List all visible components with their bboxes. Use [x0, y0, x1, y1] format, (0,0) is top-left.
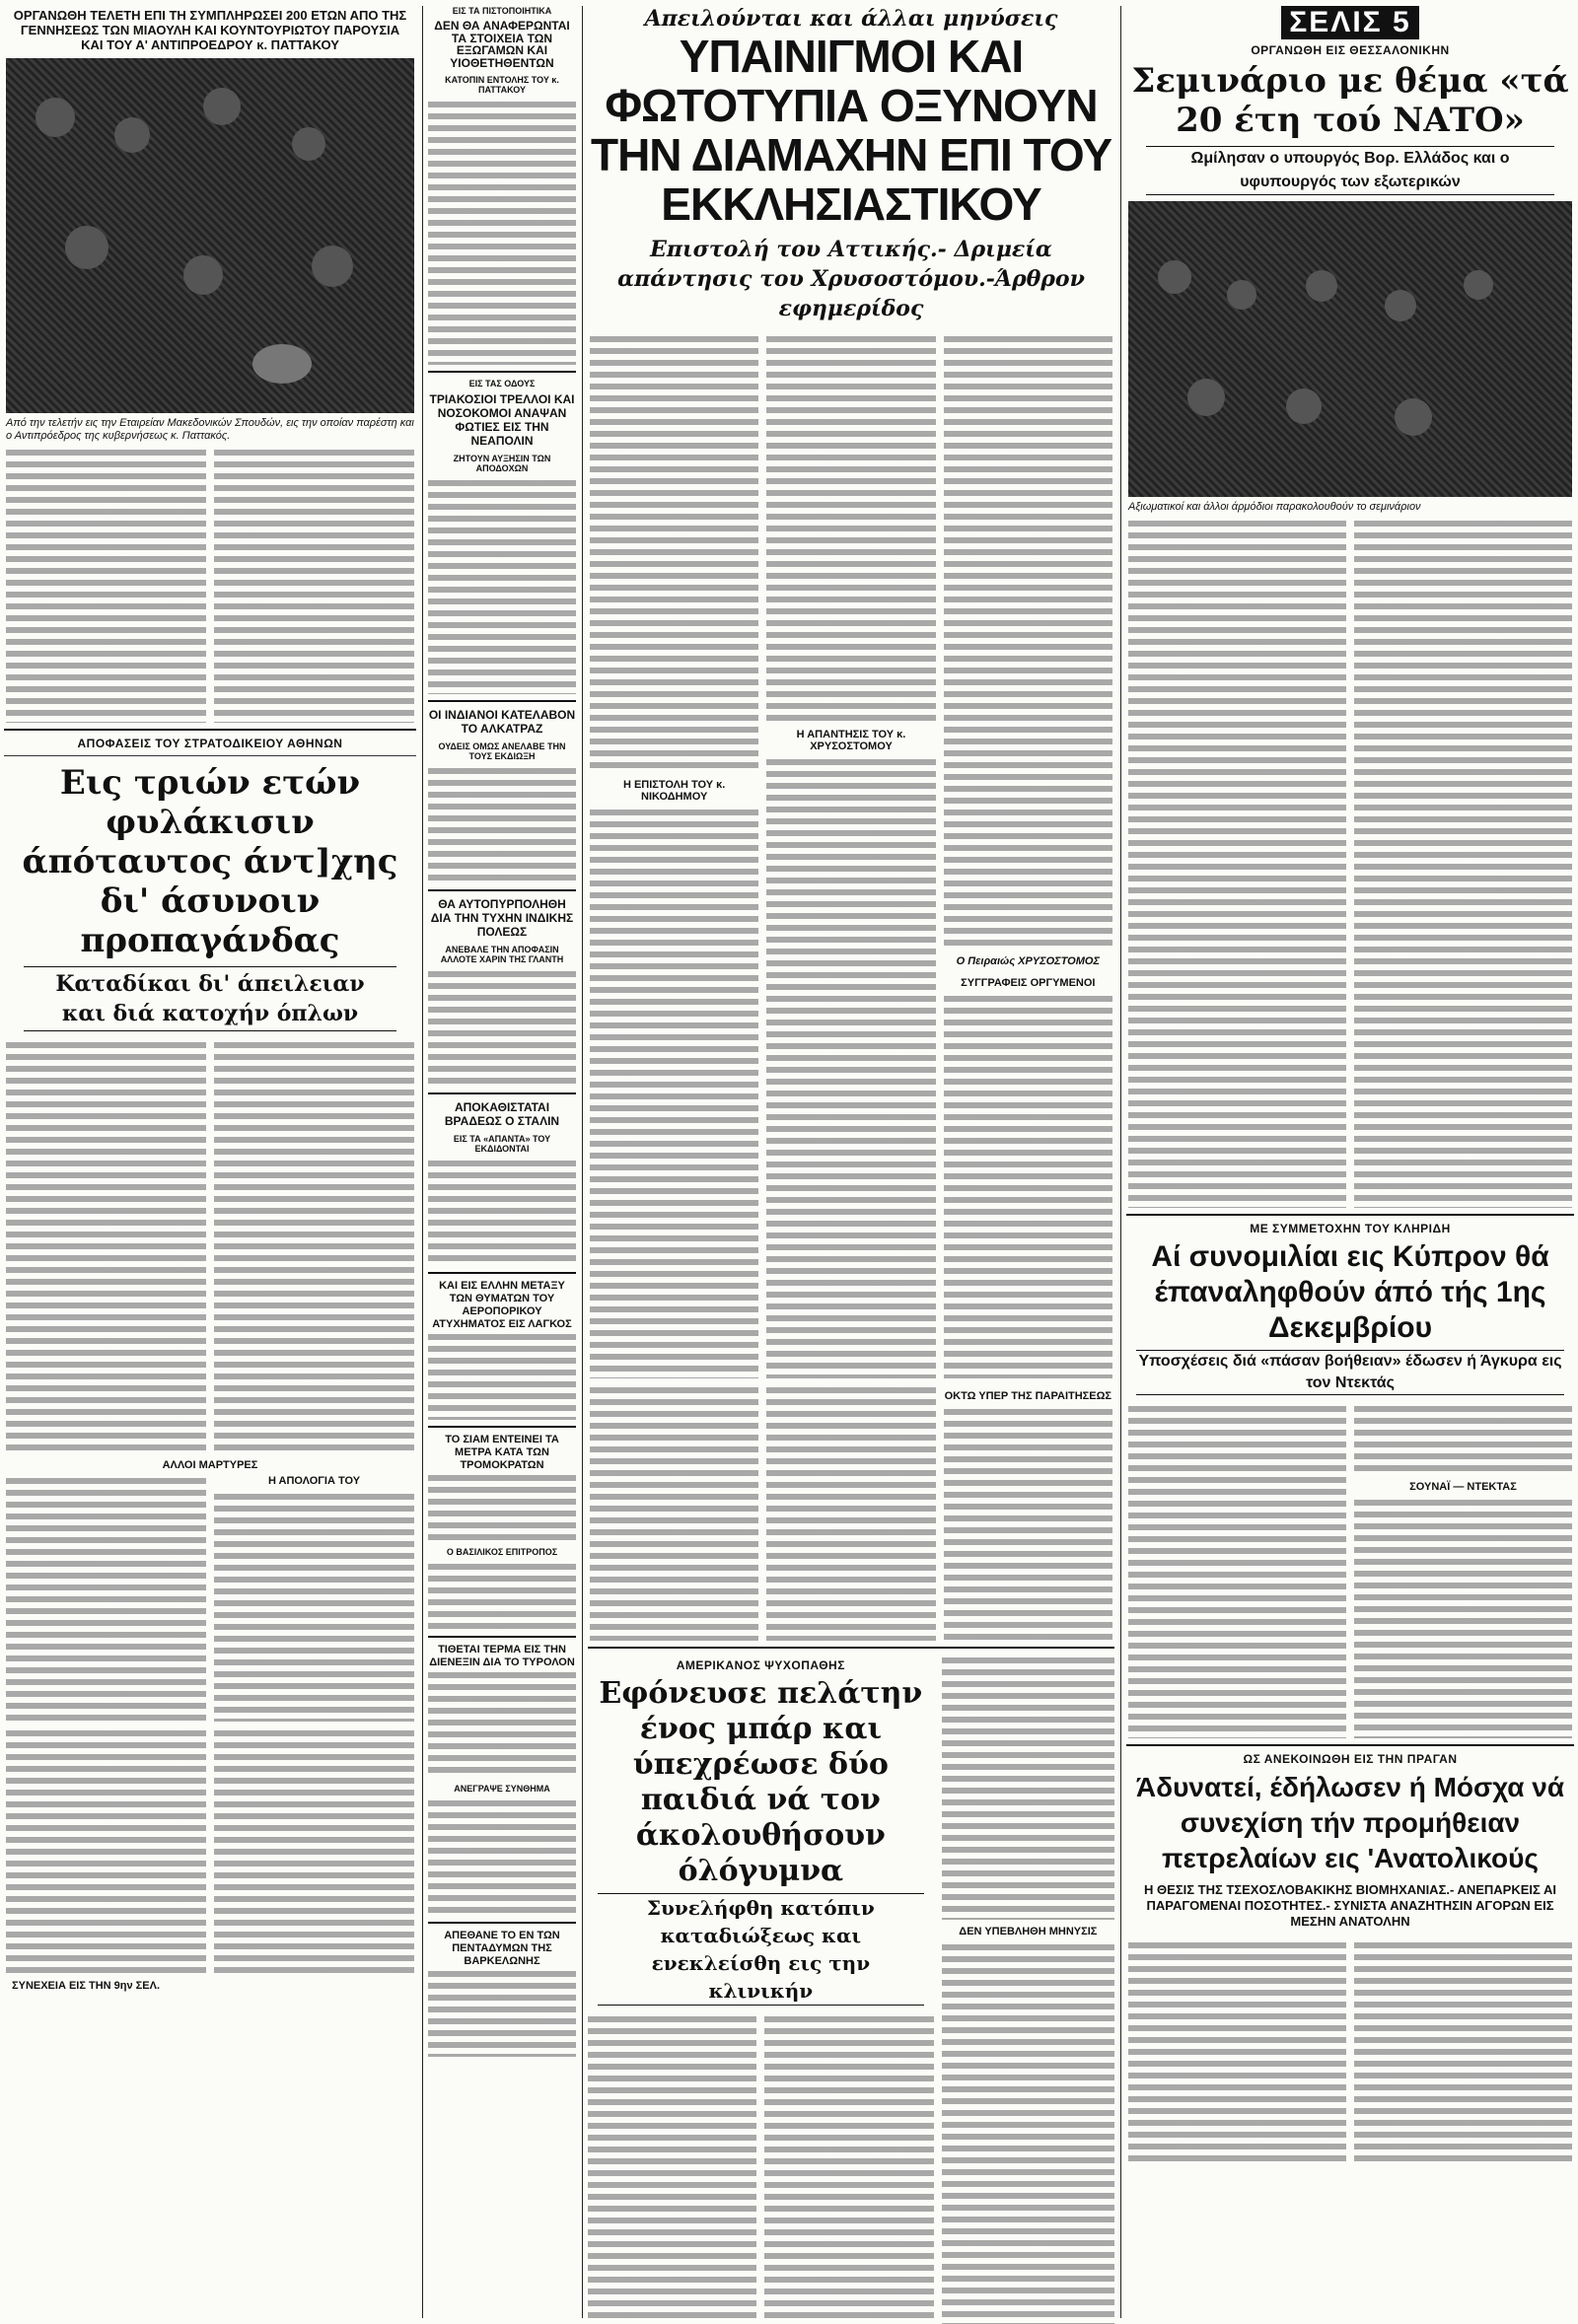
sunay-text: [1354, 1497, 1572, 1738]
church-article-col2: [766, 333, 935, 723]
siam-text: [428, 1472, 576, 1541]
psychopath-headline: Εφόνευσε πελάτην ένος μπάρ και ύπεχρέωσε δύο παιδιά νά τον άκολουθήσουν όλόγυμνα: [599, 1676, 923, 1888]
cyprus-text-2: [1354, 1403, 1572, 1475]
court-kicker: ΑΠΟΦΑΣΕΙΣ ΤΟΥ ΣΤΡΑΤΟΔΙΚΕΙΟΥ ΑΘΗΝΩΝ: [77, 737, 343, 750]
church-final-text: [942, 1655, 1114, 1920]
no-lawsuit-subhead: ΔΕΝ ΥΠΕΒΛΗΘΗ ΜΗΝΥΣΙΣ: [959, 1925, 1098, 1937]
nato-headline: Σεμινάριο με θέμα «τά 20 έτη τού ΝΑΤΟ»: [1131, 61, 1569, 140]
ceremony-article-text: [6, 447, 206, 723]
writers-text: [944, 993, 1112, 1378]
nato-text-2: [1354, 518, 1572, 1208]
church-cont-col1: [590, 1384, 758, 1641]
moscow-text-2: [1354, 1939, 1572, 2166]
psychopath-text-2: [764, 2013, 933, 2324]
sunay-subhead: ΣΟΥΝΑΪ — ΝΤΕΚΤΑΣ: [1409, 1481, 1517, 1494]
witnesses-subhead: ΑΛΛΟΙ ΜΑΡΤΥΡΕΣ: [162, 1459, 258, 1471]
church-letter-text: [590, 807, 758, 1378]
church-article-col1: [590, 333, 758, 773]
streets-text: [428, 477, 576, 694]
certificates-headline: ΔΕΝ ΘΑ ΑΝΑΦΕΡΩΝΤΑΙ ΤΑ ΣΤΟΙΧΕΙΑ ΤΩΝ ΕΞΩΓΑΜΩΝ ΚΑΙ ΥΙΟΘΕΤΗΘΕΝΤΩΝ: [434, 19, 570, 70]
column-4: [1126, 0, 1574, 2324]
nato-subhead: Ωμίλησαν ο υπουργός Βορ. Ελλάδος και ο υφυπουργός των εξωτερικών: [1146, 146, 1554, 195]
streets-kicker: ΕΙΣ ΤΑΣ ΟΔΟΥΣ: [468, 379, 536, 389]
eight-text: [944, 1406, 1112, 1641]
court-article-text: [6, 1039, 206, 1453]
certificates-sub: ΚΑΤΟΠΙΝ ΕΝΤΟΛΗΣ ΤΟΥ κ. ΠΑΤΤΑΚΟΥ: [445, 75, 559, 96]
nato-photo-caption: Αξιωματικοί και άλλοι άρμόδιοι παρακολουθούν το σεμινάριον: [1128, 501, 1421, 513]
ceremony-photo-caption: Από την τελετήν εις την Εταιρείαν Μακεδονικών Σπουδών, εις την οποίαν παρέστη και ο Αντιπρόεδρος της κυβερνήσεως κ. Παττακός.: [6, 417, 414, 442]
india-headline: ΘΑ ΑΥΤΟΠΥΡΠΟΛΗΘΗ ΔΙΑ ΤΗΝ ΤΥΧΗΝ ΙΝΔΙΚΗΣ ΠΟΛΕΩΣ: [430, 897, 574, 940]
nato-kicker: ΟΡΓΑΝΩΘΗ ΕΙΣ ΘΕΣΣΑΛΟΝΙΚΗΝ: [1251, 43, 1450, 57]
nato-text: [1128, 518, 1346, 1208]
slogan-text: [428, 1797, 576, 1916]
moscow-headline: Άδυνατεί, έδήλωσεν ή Μόσχα νά συνεχίση τήν προμήθειαν πετρελαίων εις 'Ανατολικούς: [1135, 1772, 1565, 1873]
church-reply-text: [766, 756, 935, 1378]
defense-text: [214, 1491, 414, 1722]
tyrol-text: [428, 1669, 576, 1778]
church-subhead: Επιστολή του Αττικής.- Δριμεία απάντησις του Χρυσοστόμου.-Άρθρον εφημερίδος: [617, 237, 1085, 321]
church-signed: Ο Πειραιώς ΧΡΥΣΟΣΤΟΜΟΣ: [956, 955, 1100, 968]
cyprus-text: [1128, 1403, 1346, 1738]
court-continued-note: ΣΥΝΕΧΕΙΑ ΕΙΣ ΤΗΝ 9ην ΣΕΛ.: [12, 1980, 161, 1992]
certificates-kicker: ΕΙΣ ΤΑ ΠΙΣΤΟΠΟΙΗΤΙΚΑ: [452, 6, 552, 16]
defense-subhead: Η ΑΠΟΛΟΓΙΑ ΤΟΥ: [267, 1475, 361, 1487]
stalin-headline: ΑΠΟΚΑΘΙΣΤΑΤΑΙ ΒΡΑΔΕΩΣ Ο ΣΤΑΛΙΝ: [444, 1100, 560, 1129]
stalin-text: [428, 1158, 576, 1266]
moscow-subhead: Η ΘΕΣΙΣ ΤΗΣ ΤΣΕΧΟΣΛΟΒΑΚΙΚΗΣ ΒΙΟΜΗΧΑΝΙΑΣ.- ΑΝΕΠΑΡΚΕΙΣ ΑΙ ΠΑΡΑΓΟΜΕΝΑΙ ΠΟΣΟΤΗΤΕΣ.- ΣΥΝΙΣΤΑ ΑΝΑΖΗΤΗΣΙΝ ΑΓΟΡΩΝ ΕΙΣ ΜΕΣΗΝ ΑΝΑΤΟΛΗΝ: [1144, 1882, 1556, 1929]
court-cont-text-2: [214, 1727, 414, 1974]
barcelona-headline: ΑΠΕΘΑΝΕ ΤΟ ΕΝ ΤΩΝ ΠΕΝΤΑΔΥΜΩΝ ΤΗΣ ΒΑΡΚΕΛΩΝΗΣ: [444, 1930, 560, 1968]
ceremony-headline: ΟΡΓΑΝΩΘΗ ΤΕΛΕΤΗ ΕΠΙ ΤΗ ΣΥΜΠΛΗΡΩΣΕΙ 200 ΕΤΩΝ ΑΠΟ ΤΗΣ ΓΕΝΝΗΣΕΩΣ ΤΩΝ ΜΙΑΟΥΛΗ ΚΑΙ ΚΟΥΝΤΟΥΡΙΩΤΟΥ ΠΑΡΟΥΣΙΑ ΚΑΙ ΤΟΥ Α' ΑΝΤΙΠΡΟΕΔΡΟΥ κ. ΠΑΤΤΑΚΟΥ: [13, 8, 407, 52]
ceremony-photo: [6, 58, 414, 413]
slogan-sub: ΑΝΕΓΡΑΨΕ ΣΥΝΘΗΜΑ: [454, 1784, 550, 1795]
court-cont-text: [6, 1727, 206, 1974]
church-letter-subhead: Η ΕΠΙΣΤΟΛΗ ΤΟΥ κ. ΝΙΚΟΔΗΜΟΥ: [622, 779, 726, 804]
witnesses-text: [6, 1475, 206, 1722]
nato-photo: [1128, 201, 1572, 497]
church-reply-subhead: Η ΑΠΑΝΤΗΣΙΣ ΤΟΥ κ. ΧΡΥΣΟΣΤΟΜΟΥ: [796, 728, 906, 752]
lagos-text: [428, 1331, 576, 1420]
writers-subhead: ΣΥΓΓΡΑΦΕΙΣ ΟΡΓΥΜΕΝΟΙ: [961, 977, 1096, 990]
no-lawsuit-text: [942, 1941, 1114, 2324]
moscow-text: [1128, 1939, 1346, 2166]
alcatraz-text: [428, 765, 576, 883]
streets-sub: ΖΗΤΟΥΝ ΑΥΞΗΣΙΝ ΤΩΝ ΑΠΟΔΟΧΩΝ: [453, 454, 551, 474]
church-headline: ΥΠΑΙΝΙΓΜΟΙ ΚΑΙ ΦΩΤΟΤΥΠΙΑ ΟΞΥΝΟΥΝ ΤΗΝ ΔΙΑΜΑΧΗΝ ΕΠΙ ΤΟΥ ΕΚΚΛΗΣΙΑΣΤΙΚΟΥ: [590, 31, 1112, 230]
siam-headline: ΤΟ ΣΙΑΜ ΕΝΤΕΙΝΕΙ ΤΑ ΜΕΤΡΑ ΚΑΤΑ ΤΩΝ ΤΡΟΜΟΚΡΑΤΩΝ: [445, 1434, 559, 1472]
psychopath-kicker: ΑΜΕΡΙΚΑΝΟΣ ΨΥΧΟΠΑΘΗΣ: [676, 1658, 845, 1672]
eight-subhead: ΟΚΤΩ ΥΠΕΡ ΤΗΣ ΠΑΡΑΙΤΗΣΕΩΣ: [944, 1390, 1112, 1402]
barcelona-text: [428, 1968, 576, 2057]
cyprus-subhead: Υποσχέσεις διά «πάσαν βοήθειαν» έδωσεν ή Άγκυρα εις τον Ντεκτάς: [1136, 1350, 1564, 1395]
court-headline: Εις τριών ετών φυλάκισιν άπόταυτος άντ]χης δι' άσυνοιν προπαγάνδας: [22, 763, 398, 960]
church-kicker: Απειλούνται και άλλαι μηνύσεις: [644, 6, 1058, 32]
india-sub: ΑΝΕΒΑΛΕ ΤΗΝ ΑΠΟΦΑΣΙΝ ΑΛΛΟΤΕ ΧΑΡΙΝ ΤΗΣ ΓΛΑΝΤΗ: [440, 945, 564, 965]
church-cont-col2: [766, 1384, 935, 1641]
column-2: [428, 0, 576, 2324]
court-article-text-2: [214, 1039, 414, 1453]
court-subhead: Καταδίκαι δι' άπειλειαν και διά κατοχήν όπλων: [24, 966, 396, 1031]
column-1: [4, 0, 416, 2324]
royal-commissioner-text: [428, 1561, 576, 1630]
stalin-sub: ΕΙΣ ΤΑ «ΑΠΑΝΤΑ» ΤΟΥ ΕΚΔΙΔΟΝΤΑΙ: [453, 1134, 551, 1155]
cyprus-headline: Αί συνομιλίαι εις Κύπρον θά έπαναληφθούν άπό τής 1ης Δεκεμβρίου: [1151, 1240, 1549, 1344]
alcatraz-headline: ΟΙ ΙΝΔΙΑΝΟΙ ΚΑΤΕΛΑΒΟΝ ΤΟ ΑΛΚΑΤΡΑΖ: [428, 708, 576, 737]
column-3: [588, 0, 1114, 2324]
page-number-masthead: ΣΕΛΙΣ 5: [1281, 6, 1418, 39]
psychopath-subhead: Συνελήφθη κατόπιν καταδιώξεως και ενεκλείσθη εις την κλινικήν: [598, 1893, 924, 2006]
alcatraz-sub: ΟΥΔΕΙΣ ΟΜΩΣ ΑΝΕΛΑΒΕ ΤΗΝ ΤΟΥΣ ΕΚΔΙΩΞΗ: [438, 741, 566, 762]
psychopath-text: [588, 2013, 756, 2324]
church-article-col3: [944, 333, 1112, 950]
cyprus-kicker: ΜΕ ΣΥΜΜΕΤΟΧΗΝ ΤΟΥ ΚΛΗΡΙΔΗ: [1250, 1222, 1451, 1235]
streets-headline: ΤΡΙΑΚΟΣΙΟΙ ΤΡΕΛΛΟΙ ΚΑΙ ΝΟΣΟΚΟΜΟΙ ΑΝΑΨΑΝ ΦΩΤΙΕΣ ΕΙΣ ΤΗΝ ΝΕΑΠΟΛΙΝ: [429, 392, 575, 449]
royal-commissioner-sub: Ο ΒΑΣΙΛΙΚΟΣ ΕΠΙΤΡΟΠΟΣ: [446, 1547, 558, 1558]
certificates-text: [428, 99, 576, 365]
moscow-kicker: ΩΣ ΑΝΕΚΟΙΝΩΘΗ ΕΙΣ ΤΗΝ ΠΡΑΓΑΝ: [1243, 1752, 1458, 1766]
ceremony-article-text-2: [214, 447, 414, 723]
lagos-headline: ΚΑΙ ΕΙΣ ΕΛΛΗΝ ΜΕΤΑΞΥ ΤΩΝ ΘΥΜΑΤΩΝ ΤΟΥ ΑΕΡΟΠΟΡΙΚΟΥ ΑΤΥΧΗΜΑΤΟΣ ΕΙΣ ΛΑΓΚΟΣ: [432, 1280, 572, 1331]
tyrol-headline: ΤΙΘΕΤΑΙ ΤΕΡΜΑ ΕΙΣ ΤΗΝ ΔΙΕΝΕΞΙΝ ΔΙΑ ΤΟ ΤΥΡΟΛΟΝ: [429, 1644, 575, 1669]
india-text: [428, 968, 576, 1087]
